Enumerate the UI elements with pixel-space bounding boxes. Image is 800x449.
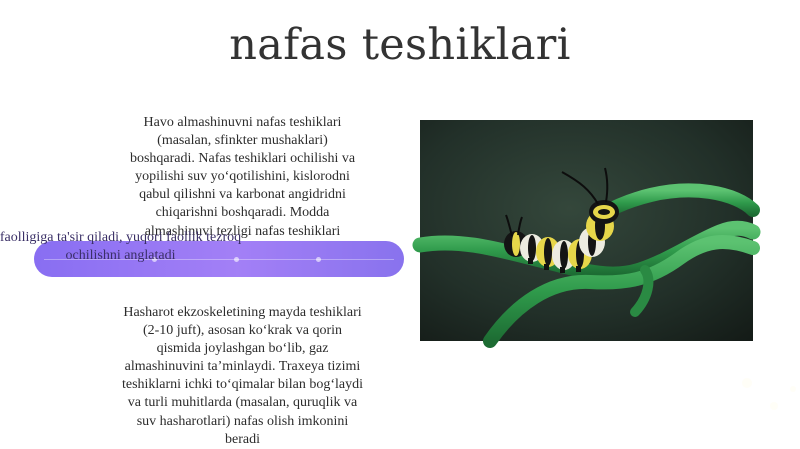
paragraph-line: (2-10 juft), asosan ko‘krak va qorin <box>142 323 343 339</box>
highlight-dot <box>316 257 321 262</box>
paragraph-line: almashinuvi tezligi nafas teshiklari <box>144 223 341 239</box>
paragraph-line: faolligiga ta'sir qiladi, yuqori faollik tezroq <box>0 230 242 245</box>
paragraph-line: boshqaradi. Nafas teshiklari ochilishi va <box>129 151 356 167</box>
paragraph-spiracles <box>70 304 415 449</box>
paragraph-respiration-control <box>95 114 390 241</box>
paragraph-line: yopilishi suv yo‘qotilishini, kislorodni <box>135 169 350 185</box>
sparkle-decoration <box>790 386 796 392</box>
paragraph-line: ochilishni anglatadi <box>65 248 176 264</box>
paragraph-line: almashinuvini ta’minlaydi. Traxeya tizimi <box>124 359 361 375</box>
paragraph-line: chiqarishni boshqaradi. Modda <box>155 205 330 221</box>
paragraph-line: Hasharot ekzoskeletining mayda teshiklari <box>123 305 362 320</box>
paragraph-line: Havo almashinuvni nafas teshiklari <box>143 115 342 130</box>
sparkle-decoration <box>770 402 778 410</box>
sparkle-decoration <box>742 378 752 388</box>
paragraph-line: suv hasharotlari) nafas olish imkonini <box>136 413 349 429</box>
paragraph-line: teshiklarni ichki to‘qimalar bilan bog‘laydi <box>121 377 364 393</box>
paragraph-line: qabul qilishni va karbonat angidridni <box>139 187 346 203</box>
paragraph-line: (masalan, sfinkter mushaklari) <box>157 133 328 149</box>
paragraph-line: va turli muhitlarda (masalan, quruqlik va <box>127 395 358 411</box>
caterpillar-photo <box>420 120 753 341</box>
paragraph-line: qismida joylashgan bo‘lib, gaz <box>156 341 329 357</box>
slide-title: nafas teshiklari <box>229 20 571 70</box>
highlight-text <box>0 229 268 265</box>
paragraph-line: beradi <box>225 431 260 447</box>
caterpillar-illustration <box>420 120 753 341</box>
